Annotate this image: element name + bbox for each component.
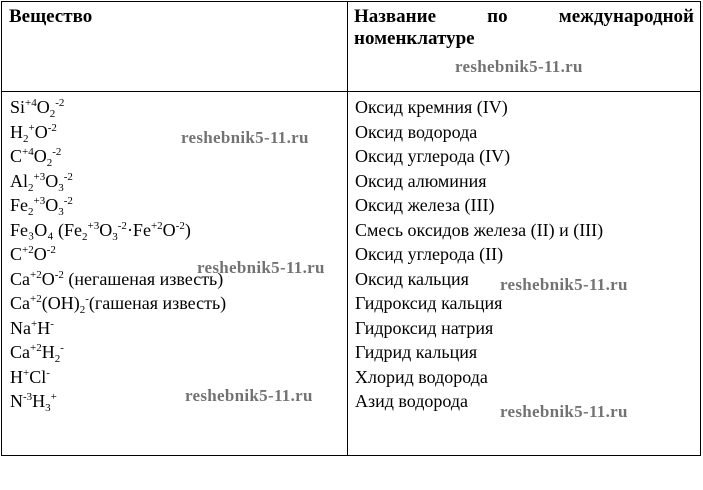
formula-part: - — [46, 366, 50, 379]
formula-part: Ca — [10, 342, 30, 362]
name-cell: Хлорид водорода — [355, 366, 488, 387]
watermark: reshebnik5-11.ru — [500, 275, 628, 294]
formula-part: + — [31, 317, 38, 330]
formula-part: -2 — [63, 195, 73, 207]
header-name: Название по международной номенклатуре — [354, 6, 694, 49]
name-cell: Гидрид кальция — [355, 342, 478, 362]
formula-part: O — [41, 268, 55, 289]
formula-part: +3 — [33, 195, 46, 207]
formula-part: C — [10, 146, 23, 166]
watermark: reshebnik5-11.ru — [455, 57, 583, 76]
formula-part: 3 — [112, 230, 118, 243]
formula-part: Ca — [10, 293, 30, 313]
formula-cell — [10, 193, 226, 218]
formula-part: H — [10, 366, 23, 387]
formula-cell — [10, 169, 226, 194]
formula-part: O — [45, 195, 59, 215]
name-cell: Оксид кремния (IV) — [355, 97, 508, 117]
formula-part: -2 — [63, 170, 73, 183]
formula-cell — [10, 267, 226, 292]
formula-part: -2 — [55, 97, 65, 109]
name-cell: Оксид железа (III) — [355, 195, 495, 215]
watermark: reshebnik5-11.ru — [181, 128, 309, 147]
oxides-table — [1, 1, 701, 456]
formula-part: 3 — [58, 181, 64, 194]
watermark: reshebnik5-11.ru — [185, 386, 313, 405]
formula-part: 3 — [58, 206, 64, 218]
formula-part: +4 — [22, 146, 34, 158]
formula-part: C — [10, 244, 23, 264]
header-divider — [2, 91, 700, 92]
formula-cell — [10, 291, 226, 316]
formula-part: +3 — [87, 219, 100, 232]
formula-part: O — [45, 170, 59, 191]
formula-part: Fe — [10, 195, 28, 215]
formula-part: 2 — [28, 206, 34, 218]
header-substance: Вещество — [9, 6, 93, 27]
formula-part: N — [10, 391, 23, 411]
formula-part: O — [99, 219, 113, 240]
name-cell: Азид водорода — [355, 391, 469, 411]
formula-part: 2 — [28, 181, 34, 194]
formula-part: Fe₃O₄ (Fe — [10, 219, 83, 240]
name-cell: Гидроксид натрия — [355, 317, 494, 338]
formula-part: 3 — [45, 402, 51, 414]
name-cell: Оксид водорода — [355, 121, 478, 142]
formula-part: Cl — [29, 366, 47, 387]
formula-part: - — [60, 342, 64, 354]
formula-part: -2 — [175, 219, 185, 232]
name-cell: Оксид алюминия — [355, 170, 487, 191]
formula-part: + — [28, 121, 35, 134]
formula-part: 2 — [46, 157, 53, 169]
formula-part: 2 — [79, 304, 86, 316]
formula-part: Na — [10, 317, 31, 338]
formula-cell — [10, 218, 226, 243]
formula-part: O — [162, 219, 176, 240]
formula-cell — [10, 95, 226, 120]
formula-part: H — [37, 317, 51, 338]
formula-part: + — [50, 391, 57, 403]
formula-part: H — [41, 342, 55, 362]
formula-cell — [10, 316, 226, 341]
formula-part: +2 — [30, 342, 42, 354]
name-cell: Оксид кальция — [355, 268, 469, 289]
formula-part: - — [50, 317, 54, 330]
name-cell: Гидроксид кальция — [355, 293, 503, 313]
formula-part: O — [36, 97, 50, 117]
formula-part: 2 — [49, 108, 56, 120]
formula-part: Si — [10, 97, 26, 117]
formula-part: 2 — [23, 132, 29, 145]
formula-part: 2 — [82, 230, 88, 243]
formula-part: O — [34, 121, 48, 142]
formula-part: +2 — [22, 244, 34, 256]
column-divider — [347, 2, 348, 455]
name-cell: Оксид углерода (IV) — [355, 146, 511, 166]
formula-part: +2 — [30, 268, 42, 281]
formula-part: O — [33, 244, 47, 264]
watermark: reshebnik5-11.ru — [197, 258, 325, 277]
formula-part: ·Fe — [126, 219, 151, 240]
name-cell: Смесь оксидов железа (II) и (III) — [355, 219, 604, 240]
formula-part: H — [32, 391, 46, 411]
formula-part: +2 — [30, 293, 42, 305]
formula-part: H — [10, 121, 23, 142]
formula-part: +2 — [150, 219, 163, 232]
name-cell: Оксид углерода (II) — [355, 244, 504, 264]
formula-part: -3 — [23, 391, 33, 403]
formula-part: Al — [10, 170, 28, 191]
formula-part: -2 — [54, 268, 64, 281]
formula-part: (OH) — [41, 293, 80, 313]
formula-part: (гашеная известь) — [88, 293, 227, 313]
formula-part: + — [23, 366, 30, 379]
watermark: reshebnik5-11.ru — [500, 402, 628, 421]
formula-part: -2 — [47, 121, 57, 134]
formula-part: (негашеная известь) — [63, 268, 224, 289]
formula-part: -2 — [52, 146, 62, 158]
formula-part: 2 — [54, 353, 61, 365]
formula-part: Ca — [10, 268, 30, 289]
formula-part: ) — [184, 219, 191, 240]
formula-part: -2 — [117, 219, 127, 232]
formula-part: - — [85, 293, 89, 305]
formula-part: +3 — [33, 170, 46, 183]
formula-part: O — [33, 146, 47, 166]
formula-cell — [10, 242, 226, 267]
name-column — [355, 95, 603, 414]
formula-part: +4 — [25, 97, 37, 109]
formula-cell — [10, 340, 226, 365]
formula-part: -2 — [46, 244, 56, 256]
